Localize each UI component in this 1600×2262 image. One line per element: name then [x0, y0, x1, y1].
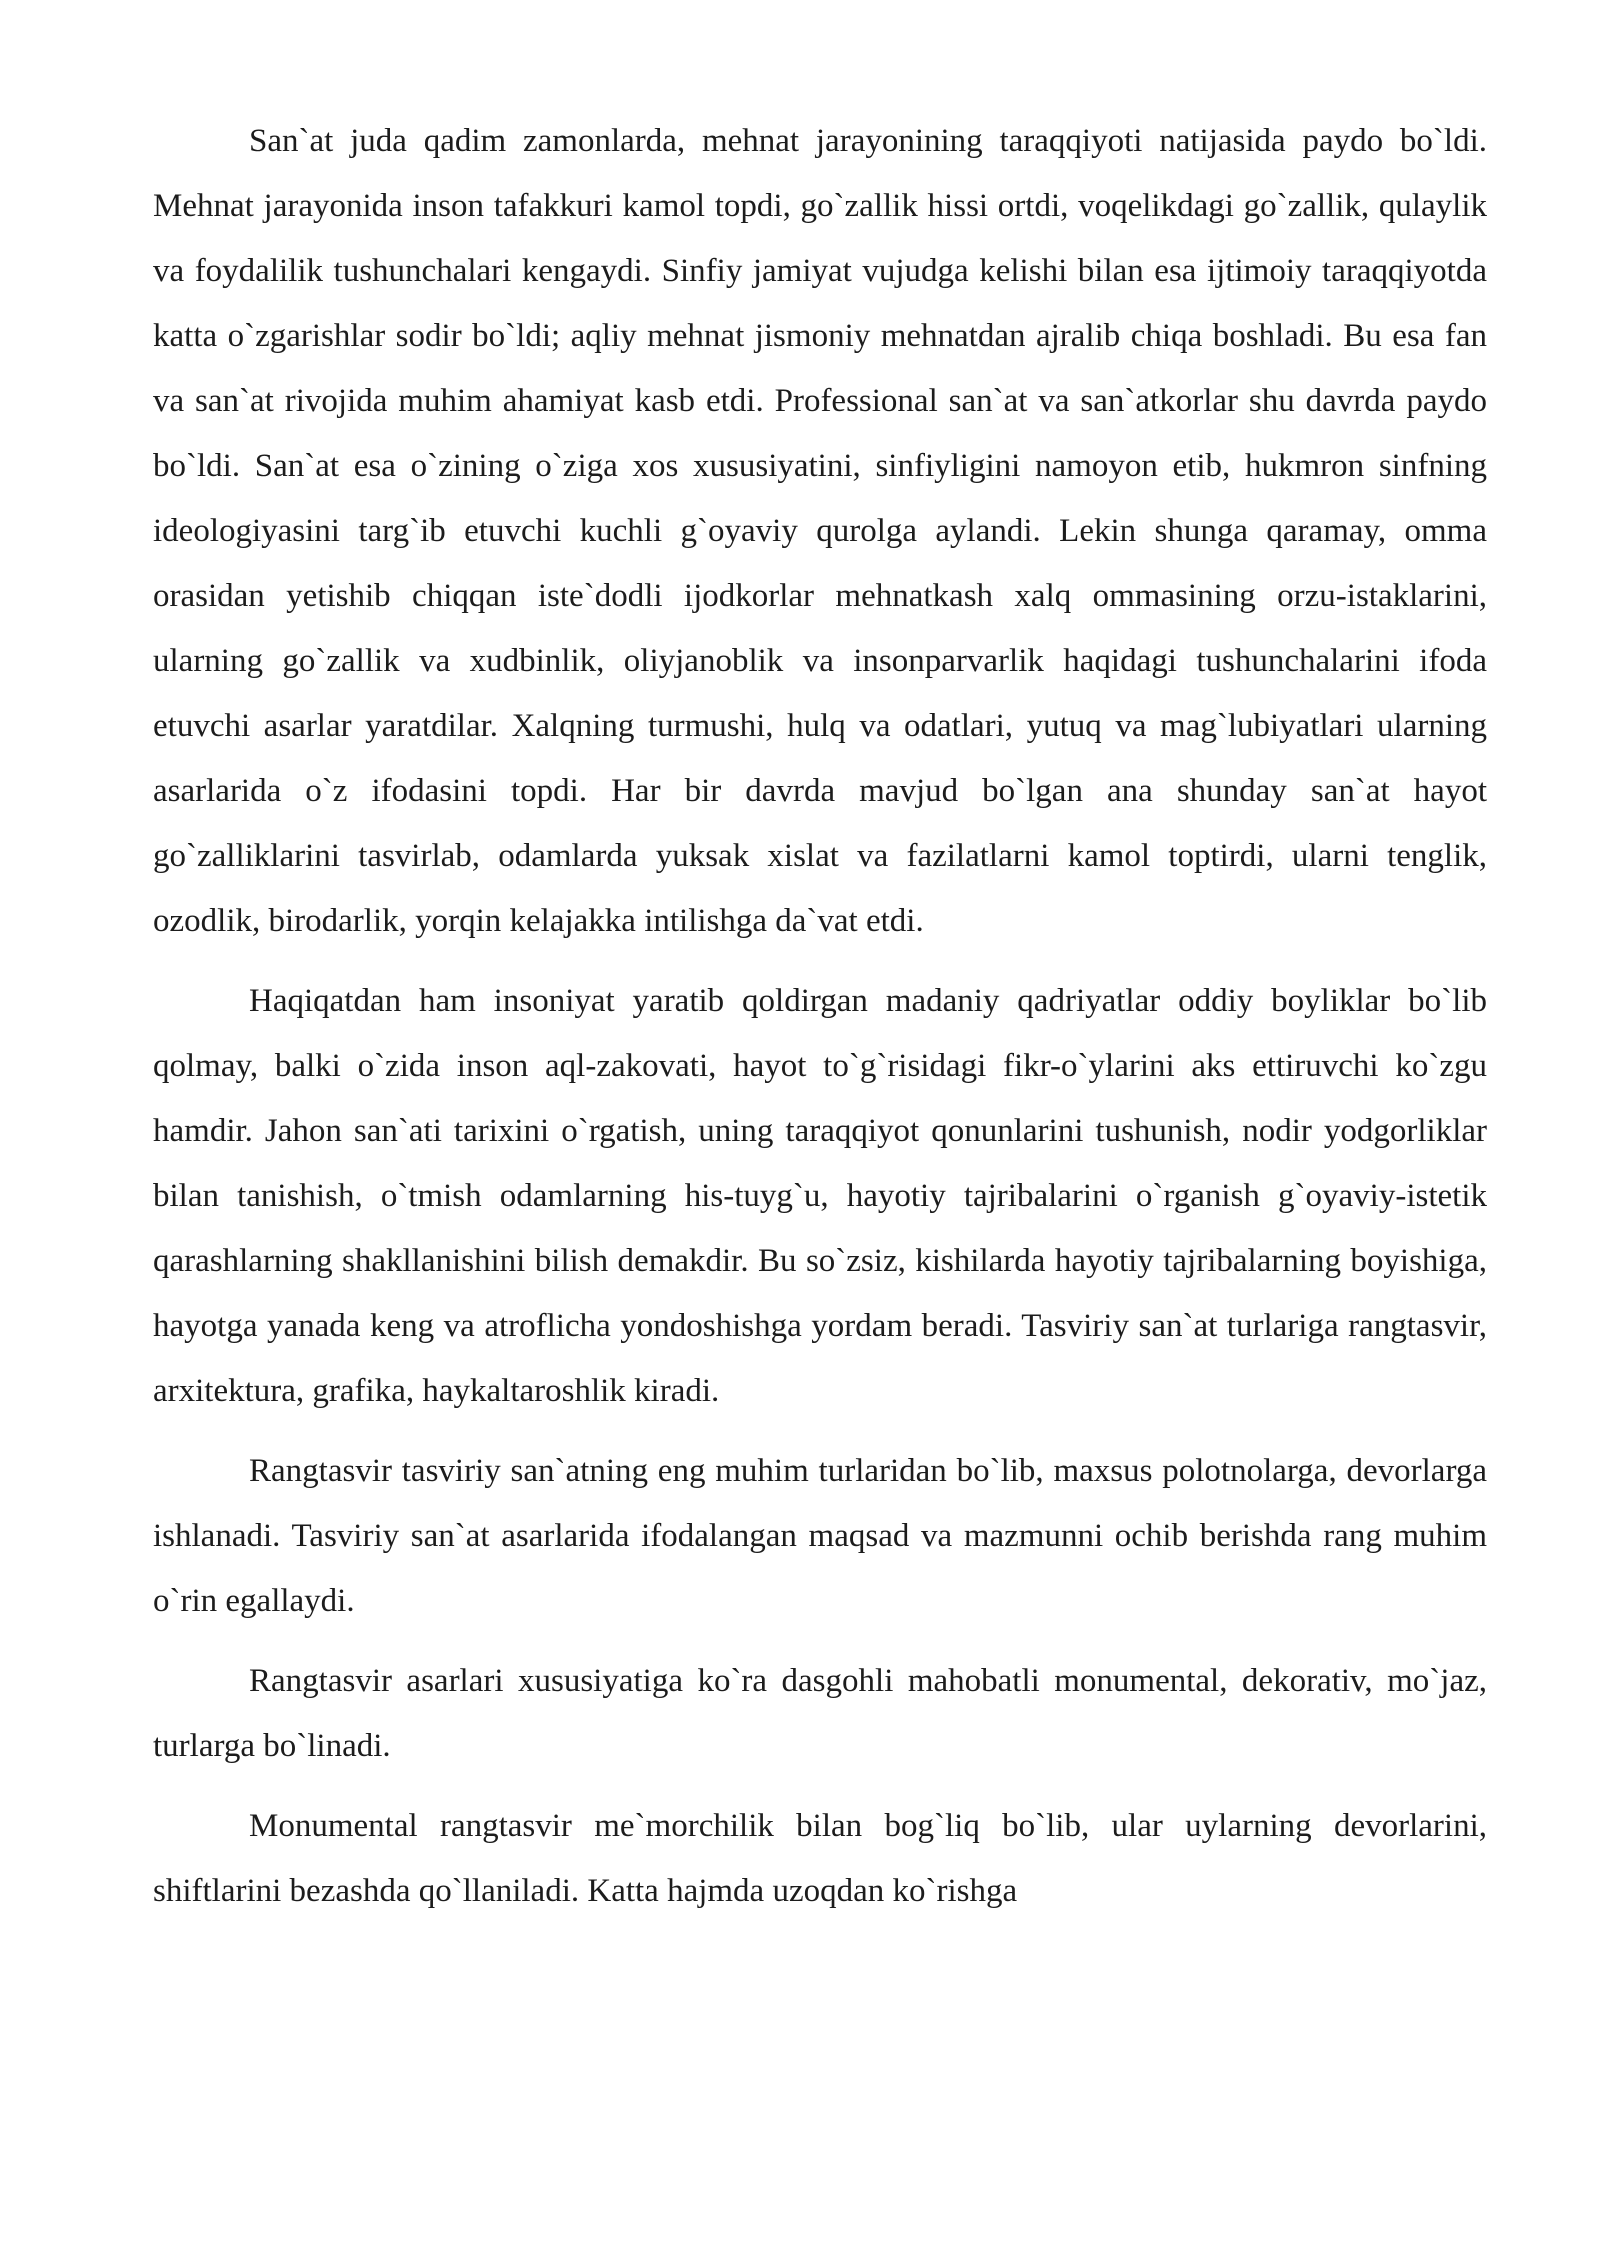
document-body [153, 109, 1487, 1924]
paragraph-painting-definition: Rangtasvir tasviriy san`atning eng muhim turlaridan bo`lib, maxsus polotnolarga, devorlarga ishlanadi. Tasviriy san`at asarlarida ifodalangan maqsad va mazmunni ochib berishda rang muhim o`rin egallaydi. [153, 1453, 1487, 1619]
paragraph-origin-of-art: San`at juda qadim zamonlarda, mehnat jarayonining taraqqiyoti natijasida paydo bo`ldi. Mehnat jarayonida inson tafakkuri kamol topdi, go`zallik hissi ortdi, voqelikdagi go`zallik, qulaylik va foydalilik tushunchalari kengaydi. Sinfiy jamiyat vujudga kelishi bilan esa ijtimoiy taraqqiyotda katta o`zgarishlar sodir bo`ldi; aqliy mehnat jismoniy mehnatdan ajralib chiqa boshladi. Bu esa fan va san`at rivojida muhim ahamiyat kasb etdi. Professional san`at va san`atkorlar shu davrda paydo bo`ldi. San`at esa o`zining o`ziga xos xususiyatini, sinfiyligini namoyon etib, hukmron sinfning ideologiyasini targ`ib etuvchi kuchli g`oyaviy qurolga aylandi. Lekin shunga qaramay, omma orasidan yetishib chiqqan iste`dodli ijodkorlar mehnatkash xalq ommasining orzu-istaklarini, ularning go`zallik va xudbinlik, oliyjanoblik va insonparvarlik haqidagi tushunchalarini ifoda etuvchi asarlar yaratdilar. Xalqning turmushi, hulq va odatlari, yutuq va mag`lubiyatlari ularning asarlarida o`z ifodasini topdi. Har bir davrda mavjud bo`lgan ana shunday san`at hayot go`zalliklarini tasvirlab, odamlarda yuksak xislat va fazilatlarni kamol toptirdi, ularni tenglik, ozodlik, birodarlik, yorqin kelajakka intilishga da`vat etdi. [153, 123, 1487, 939]
paragraph-cultural-values: Haqiqatdan ham insoniyat yaratib qoldirgan madaniy qadriyatlar oddiy boyliklar bo`lib qolmay, balki o`zida inson aql-zakovati, hayot to`g`risidagi fikr-o`ylarini aks ettiruvchi ko`zgu hamdir. Jahon san`ati tarixini o`rgatish, uning taraqqiyot qonunlarini tushunish, nodir yodgorliklar bilan tanishish, o`tmish odamlarning his-tuyg`u, hayotiy tajribalarini o`rganish g`oyaviy-istetik qarashlarning shakllanishini bilish demakdir. Bu so`zsiz, kishilarda hayotiy tajribalarning boyishiga, hayotga yanada keng va atroflicha yondoshishga yordam beradi. Tasviriy san`at turlariga rangtasvir, arxitektura, grafika, haykaltaroshlik kiradi. [153, 983, 1487, 1409]
paragraph-painting-types: Rangtasvir asarlari xususiyatiga ko`ra dasgohli mahobatli monumental, dekorativ, mo`jaz, turlarga bo`linadi. [153, 1663, 1487, 1764]
paragraph-monumental-painting: Monumental rangtasvir me`morchilik bilan bog`liq bo`lib, ular uylarning devorlarini, shiftlarini bezashda qo`llaniladi. Katta hajmda uzoqdan ko`rishga [153, 1808, 1487, 1909]
